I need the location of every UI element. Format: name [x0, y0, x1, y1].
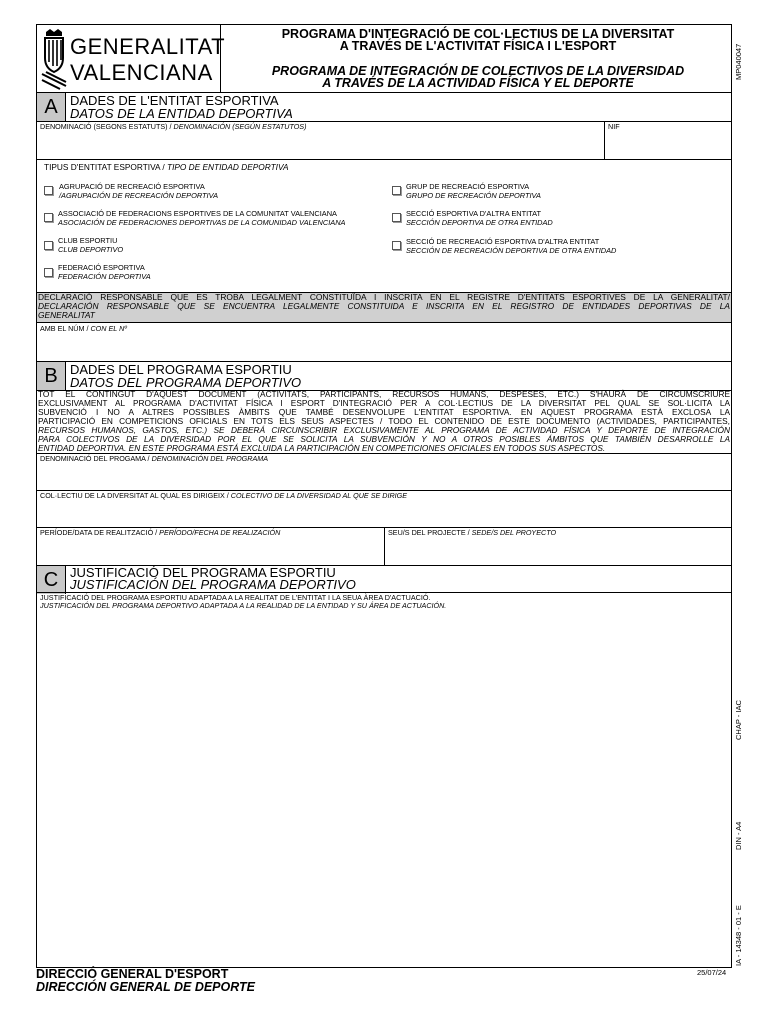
seus-label: [388, 529, 556, 537]
section-c-title-es: JUSTIFICACIÓN DEL PROGRAMA DEPORTIVO: [70, 577, 356, 592]
amb-num-label-es: CON EL Nº: [90, 324, 127, 333]
amb-num-label: [40, 325, 127, 333]
seus-label-es: SEDE/S DEL PROYECTO: [471, 528, 557, 537]
programa-denominacio-va: DENOMINACIÓ DEL PROGAMA /: [40, 454, 150, 463]
seus-label-va: SEU/S DEL PROJECTE /: [388, 528, 470, 537]
section-a-letter: A: [37, 93, 66, 121]
tipus-label-es: TIPO DE ENTIDAD DEPORTIVA: [167, 162, 289, 172]
programa-denominacio-field[interactable]: [37, 463, 731, 488]
justificacio-label-es: JUSTIFICACIÓN DEL PROGRAMA DEPORTIVO ADAPTADA A LA REALIDAD DE LA ENTIDAD Y SU ÁREA DE ACTUACIÓN.: [40, 601, 447, 610]
checkbox-seccio-esportiva[interactable]: [392, 213, 401, 222]
tipus-label: [44, 163, 289, 172]
denominacio-field[interactable]: [37, 131, 603, 157]
declaracio-line-2: DECLARACIÓN RESPONSABLE QUE SE ENCUENTRA LEGALMENTE CONSTITUIDA E INSCRITA EN EL REGISTRO DE ENTIDADES DEPORTIVAS DE LA: [38, 301, 730, 311]
section-a-title-es: DATOS DE LA ENTIDAD DEPORTIVA: [70, 106, 293, 121]
form-code: MP040047: [734, 43, 743, 80]
logo-line-1: GENERALITAT: [70, 34, 226, 59]
periode-field[interactable]: [37, 537, 382, 563]
collectiu-label-es: COLECTIVO DE LA DIVERSIDAD AL QUE SE DIRIGE: [230, 491, 408, 500]
collectiu-label-va: COL·LECTIU DE LA DIVERSITAT AL QUAL ES DIRIGEIX /: [40, 491, 229, 500]
option-seccio-recreacio-va: SECCIÓ DE RECREACIÓ ESPORTIVA D'ALTRA ENTITAT: [406, 237, 600, 246]
nif-label: NIF: [608, 122, 620, 131]
checkbox-club[interactable]: [44, 241, 53, 250]
option-agrupacio: [59, 182, 218, 200]
amb-num-label-va: AMB EL NÚM /: [40, 324, 89, 333]
option-club: [58, 236, 123, 254]
logo-line-2: VALENCIANA: [70, 60, 213, 85]
tipus-label-va: TIPUS D'ENTITAT ESPORTIVA /: [44, 162, 165, 172]
title-va-2: A TRAVÉS DE L'ACTIVITAT FÍSICA I L'ESPORT: [339, 39, 617, 53]
collectiu-label: [40, 492, 407, 500]
option-agrupacio-va: AGRUPACIÓ DE RECREACIÓ ESPORTIVA: [59, 182, 205, 191]
justificacio-label-va: JUSTIFICACIÓ DEL PROGRAMA ESPORTIU ADAPTADA A LA REALITAT DE L'ENTITAT I LA SEUA ÀREA D'ACTUACIÓ.: [40, 593, 431, 602]
notice-line-4: PARTICIPACIÓ EN COMPETICIONS OFICIALS EN TOTS ELS SEUS ASPECTES / TODO EL CONTENIDO DE ESTE DOCUMENTO (ACTIVIDADES, PARTICIPANTES,: [38, 416, 730, 426]
amb-num-field[interactable]: [37, 333, 731, 359]
option-federacio-es: FEDERACIÓN DEPORTIVA: [58, 272, 151, 281]
checkbox-seccio-recreacio[interactable]: [392, 241, 401, 250]
title-va-1: PROGRAMA D'INTEGRACIÓ DE COL·LECTIUS DE LA DIVERSITAT: [281, 27, 675, 41]
footer-direccio-va: DIRECCIÓ GENERAL D'ESPORT: [36, 967, 229, 981]
option-associacio: [58, 209, 345, 227]
side-chap: CHAP - IAC: [734, 700, 743, 740]
nif-divider: [604, 121, 605, 159]
option-seccio-esportiva-va: SECCIÓ ESPORTIVA D'ALTRA ENTITAT: [406, 209, 542, 218]
option-seccio-esportiva: [406, 209, 553, 227]
section-c-letter: C: [37, 566, 66, 594]
section-b-title-es: DATOS DEL PROGRAMA DEPORTIVO: [70, 375, 302, 390]
declaracio-line-3: GENERALITAT: [38, 310, 95, 320]
checkbox-associacio[interactable]: [44, 213, 53, 222]
option-seccio-recreacio: [406, 237, 616, 255]
periode-label-es: PERÍODO/FECHA DE REALIZACIÓN: [159, 528, 281, 537]
periode-label-va: PERÍODE/DATA DE REALITZACIÓ /: [40, 528, 158, 537]
option-seccio-recreacio-es: SECCIÓN DE RECREACIÓN DEPORTIVA DE OTRA ENTIDAD: [406, 246, 617, 255]
option-club-va: CLUB ESPORTIU: [58, 236, 118, 245]
shield-icon: [40, 28, 68, 90]
generalitat-logo: [38, 26, 226, 92]
option-federacio: [58, 263, 151, 281]
checkbox-grup[interactable]: [392, 186, 401, 195]
denominacio-label-es: DENOMINACIÓN (SEGÚN ESTATUTOS): [173, 122, 307, 131]
option-club-es: CLUB DEPORTIVO: [58, 245, 124, 254]
notice-line-5: RECURSOS HUMANOS, GASTOS, ETC.) SE DEBERÁ CIRCUNSCRIBIR EXCLUSIVAMENTE AL PROGRAMA DE ACTIVIDAD FÍSICA Y DEPORTE DE INTEGRACIÓN: [38, 425, 730, 435]
justificacio-field[interactable]: [37, 612, 731, 966]
option-federacio-va: FEDERACIÓ ESPORTIVA: [58, 263, 145, 272]
notice-line-7: ENTIDAD DEPORTIVA. EN ESTE PROGRAMA ESTÁ EXCLUIDA LA PARTICIPACIÓN EN COMPETICIONES OFICIALES EN TODOS SUS ASPECTOS.: [38, 443, 606, 453]
checkbox-agrupacio[interactable]: [44, 186, 53, 195]
title-es-2: A TRAVÉS DE LA ACTIVIDAD FÍSICA Y EL DEPORTE: [322, 76, 634, 90]
header-divider: [220, 24, 221, 92]
side-din: DIN - A4: [734, 821, 743, 850]
programa-denominacio-es: DENOMINACIÓN DEL PROGRAMA: [151, 454, 269, 463]
option-associacio-va: ASSOCIACIÓ DE FEDERACIONS ESPORTIVES DE LA COMUNITAT VALENCIANA: [58, 209, 337, 218]
notice-line-1: TOT EL CONTINGUT D'AQUEST DOCUMENT (ACTIVITATS, PARTICIPANTS, RECURSOS HUMANS, DESPESES, ETC.) S'HAURÀ DE CIRCUMSCRIURE: [38, 389, 730, 399]
option-grup-va: GRUP DE RECREACIÓ ESPORTIVA: [406, 182, 530, 191]
periode-label: [40, 529, 280, 537]
section-c-title-va: JUSTIFICACIÓ DEL PROGRAMA ESPORTIU: [70, 565, 336, 580]
denominacio-label: [40, 123, 307, 131]
collectiu-field[interactable]: [37, 500, 731, 525]
footer-direccio-es: DIRECCIÓN GENERAL DE DEPORTE: [36, 980, 256, 994]
declaracio-line-1: DECLARACIÓ RESPONSABLE QUE ES TROBA LEGALMENT CONSTITUÏDA I INSCRITA EN EL REGISTRE D'ENTITATS ESPORTIVES DE LA GENERALITAT/: [38, 292, 730, 302]
denominacio-label-va: DENOMINACIÓ (SEGONS ESTATUTS) /: [40, 122, 172, 131]
option-agrupacio-es: /AGRUPACIÓN DE RECREACIÓN DEPORTIVA: [59, 191, 219, 200]
denominacio-bottom: [36, 159, 732, 160]
footer-date: 25/07/24: [697, 968, 727, 977]
section-a-title-va: DADES DE L'ENTITAT ESPORTIVA: [70, 93, 279, 108]
notice-line-2: EXCLUSIVAMENT AL PROGRAMA D'ACTIVITAT FÍSICA I ESPORT D'INTEGRACIÓ PER A COL·LECTIUS DE LA DIVERSITAT PEL QUAL SE SOL·LICITA LA: [38, 398, 730, 408]
title-es-1: PROGRAMA DE INTEGRACIÓN DE COLECTIVOS DE LA DIVERSIDAD: [271, 64, 685, 78]
seus-field[interactable]: [386, 537, 731, 563]
periode-divider: [384, 527, 385, 565]
declaracio-bottom: [36, 322, 732, 323]
programa-denominacio-label: [40, 455, 268, 463]
side-ref: IA - 14348 - 01 - E: [734, 905, 743, 966]
option-grup-es: GRUPO DE RECREACIÓN DEPORTIVA: [406, 191, 541, 200]
option-associacio-es: ASOCIACIÓN DE FEDERACIONES DEPORTIVAS DE LA COMUNIDAD VALENCIANA: [58, 218, 346, 227]
option-grup: [406, 182, 541, 200]
notice-line-3: SUBVENCIÓ I NO A ALTRES POSSIBLES ÀMBITS QUE TAMBÉ DESENVOLUPE L'ENTITAT ESPORTIVA. EN AQUEST PROGRAMA ESTÀ EXCLOSA LA: [38, 407, 730, 417]
notice-line-6: PARA COLECTIVOS DE LA DIVERSIDAD POR EL QUE SE SOLICITA LA SUBVENCIÓN Y NO A OTROS POSIBLES ÁMBITOS QUE TAMBIÉN DESARROLLE LA: [38, 434, 730, 444]
option-seccio-esportiva-es: SECCIÓN DEPORTIVA DE OTRA ENTIDAD: [406, 218, 553, 227]
nif-field[interactable]: [606, 131, 730, 157]
section-b-letter: B: [37, 362, 66, 390]
section-b-title-va: DADES DEL PROGRAMA ESPORTIU: [70, 362, 292, 377]
checkbox-federacio[interactable]: [44, 268, 53, 277]
